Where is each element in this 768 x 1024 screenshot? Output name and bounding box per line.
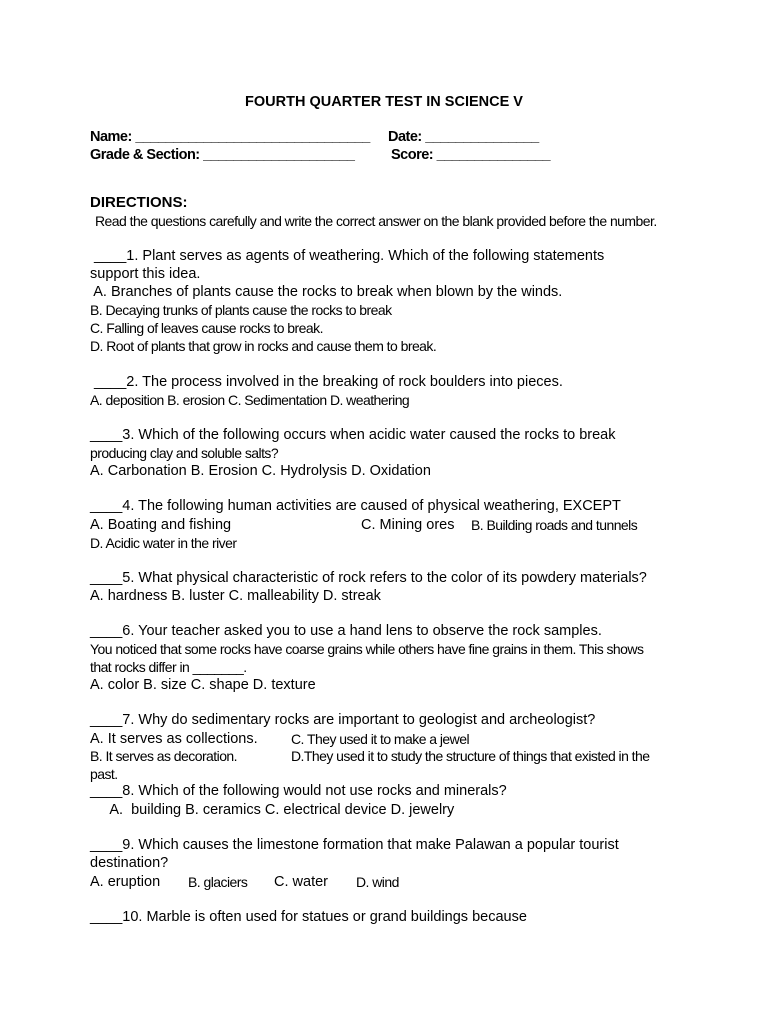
question-9-option-c: C. water — [274, 874, 328, 890]
question-4-option-b: B. Building roads and tunnels — [471, 517, 638, 533]
question-6-stem: ____6. Your teacher asked you to use a hand lens to observe the rock samples. — [90, 623, 602, 639]
date-field-label: Date: _______________ — [388, 129, 539, 145]
question-4-stem: ____4. The following human activities are caused of physical weathering, EXCEPT — [90, 498, 621, 514]
question-3-stem: ____3. Which of the following occurs when acidic water caused the rocks to break — [90, 427, 616, 443]
question-7-option-d-cont: past. — [90, 766, 118, 782]
name-field-label: Name: _______________________________ — [90, 129, 370, 145]
question-9-stem: ____9. Which causes the limestone formation that make Palawan a popular tourist — [90, 837, 619, 853]
question-3-options: A. Carbonation B. Erosion C. Hydrolysis D. Oxidation — [90, 463, 431, 479]
question-1-stem: ____1. Plant serves as agents of weathering. Which of the following statements — [90, 248, 605, 264]
question-9-option-d: D. wind — [356, 874, 399, 890]
question-3-stem-cont: producing clay and soluble salts? — [90, 445, 279, 461]
question-7-option-a: A. It serves as collections. — [90, 731, 258, 747]
test-title: FOURTH QUARTER TEST IN SCIENCE V — [245, 94, 523, 110]
question-1-stem-cont: support this idea. — [90, 266, 201, 282]
question-7-option-b: B. It serves as decoration. — [90, 748, 238, 764]
question-10-stem: ____10. Marble is often used for statues or grand buildings because — [90, 909, 527, 925]
question-9-option-b: B. glaciers — [188, 874, 248, 890]
grade-section-field-label: Grade & Section: ____________________ — [90, 147, 355, 163]
question-1-option-a: A. Branches of plants cause the rocks to break when blown by the winds. — [90, 284, 563, 300]
question-2-stem: ____2. The process involved in the breaking of rock boulders into pieces. — [90, 374, 563, 390]
question-5-stem: ____5. What physical characteristic of rock refers to the color of its powdery materials? — [90, 570, 647, 586]
question-1-option-b: B. Decaying trunks of plants cause the rocks to break — [90, 302, 392, 318]
question-4-option-a: A. Boating and fishing — [90, 517, 232, 533]
question-6-stem-cont: You noticed that some rocks have coarse grains while others have fine grains in them. This shows — [90, 641, 644, 657]
question-8-options: A. building B. ceramics C. electrical device D. jewelry — [90, 802, 455, 818]
question-9-option-a: A. eruption — [90, 874, 161, 890]
question-7-option-c: C. They used it to make a jewel — [291, 731, 470, 747]
question-9-stem-cont: destination? — [90, 855, 169, 871]
question-5-options: A. hardness B. luster C. malleability D. streak — [90, 588, 381, 604]
directions-heading: DIRECTIONS: — [90, 194, 188, 211]
question-1-option-d: D. Root of plants that grow in rocks and cause them to break. — [90, 338, 437, 354]
question-7-stem: ____7. Why do sedimentary rocks are important to geologist and archeologist? — [90, 712, 596, 728]
question-8-stem: ____8. Which of the following would not use rocks and minerals? — [90, 783, 507, 799]
question-4-option-c: C. Mining ores — [361, 517, 455, 533]
question-4-option-d: D. Acidic water in the river — [90, 535, 237, 551]
question-6-options: A. color B. size C. shape D. texture — [90, 677, 316, 693]
question-1-option-c: C. Falling of leaves cause rocks to break. — [90, 320, 323, 336]
question-2-options: A. deposition B. erosion C. Sedimentation D. weathering — [90, 392, 410, 408]
directions-text: Read the questions carefully and write the correct answer on the blank provided before the number. — [95, 213, 657, 229]
score-field-label: Score: _______________ — [391, 147, 551, 163]
question-7-option-d: D.They used it to study the structure of things that existed in the — [291, 748, 650, 764]
question-6-stem-cont-2: that rocks differ in _______. — [90, 659, 247, 675]
